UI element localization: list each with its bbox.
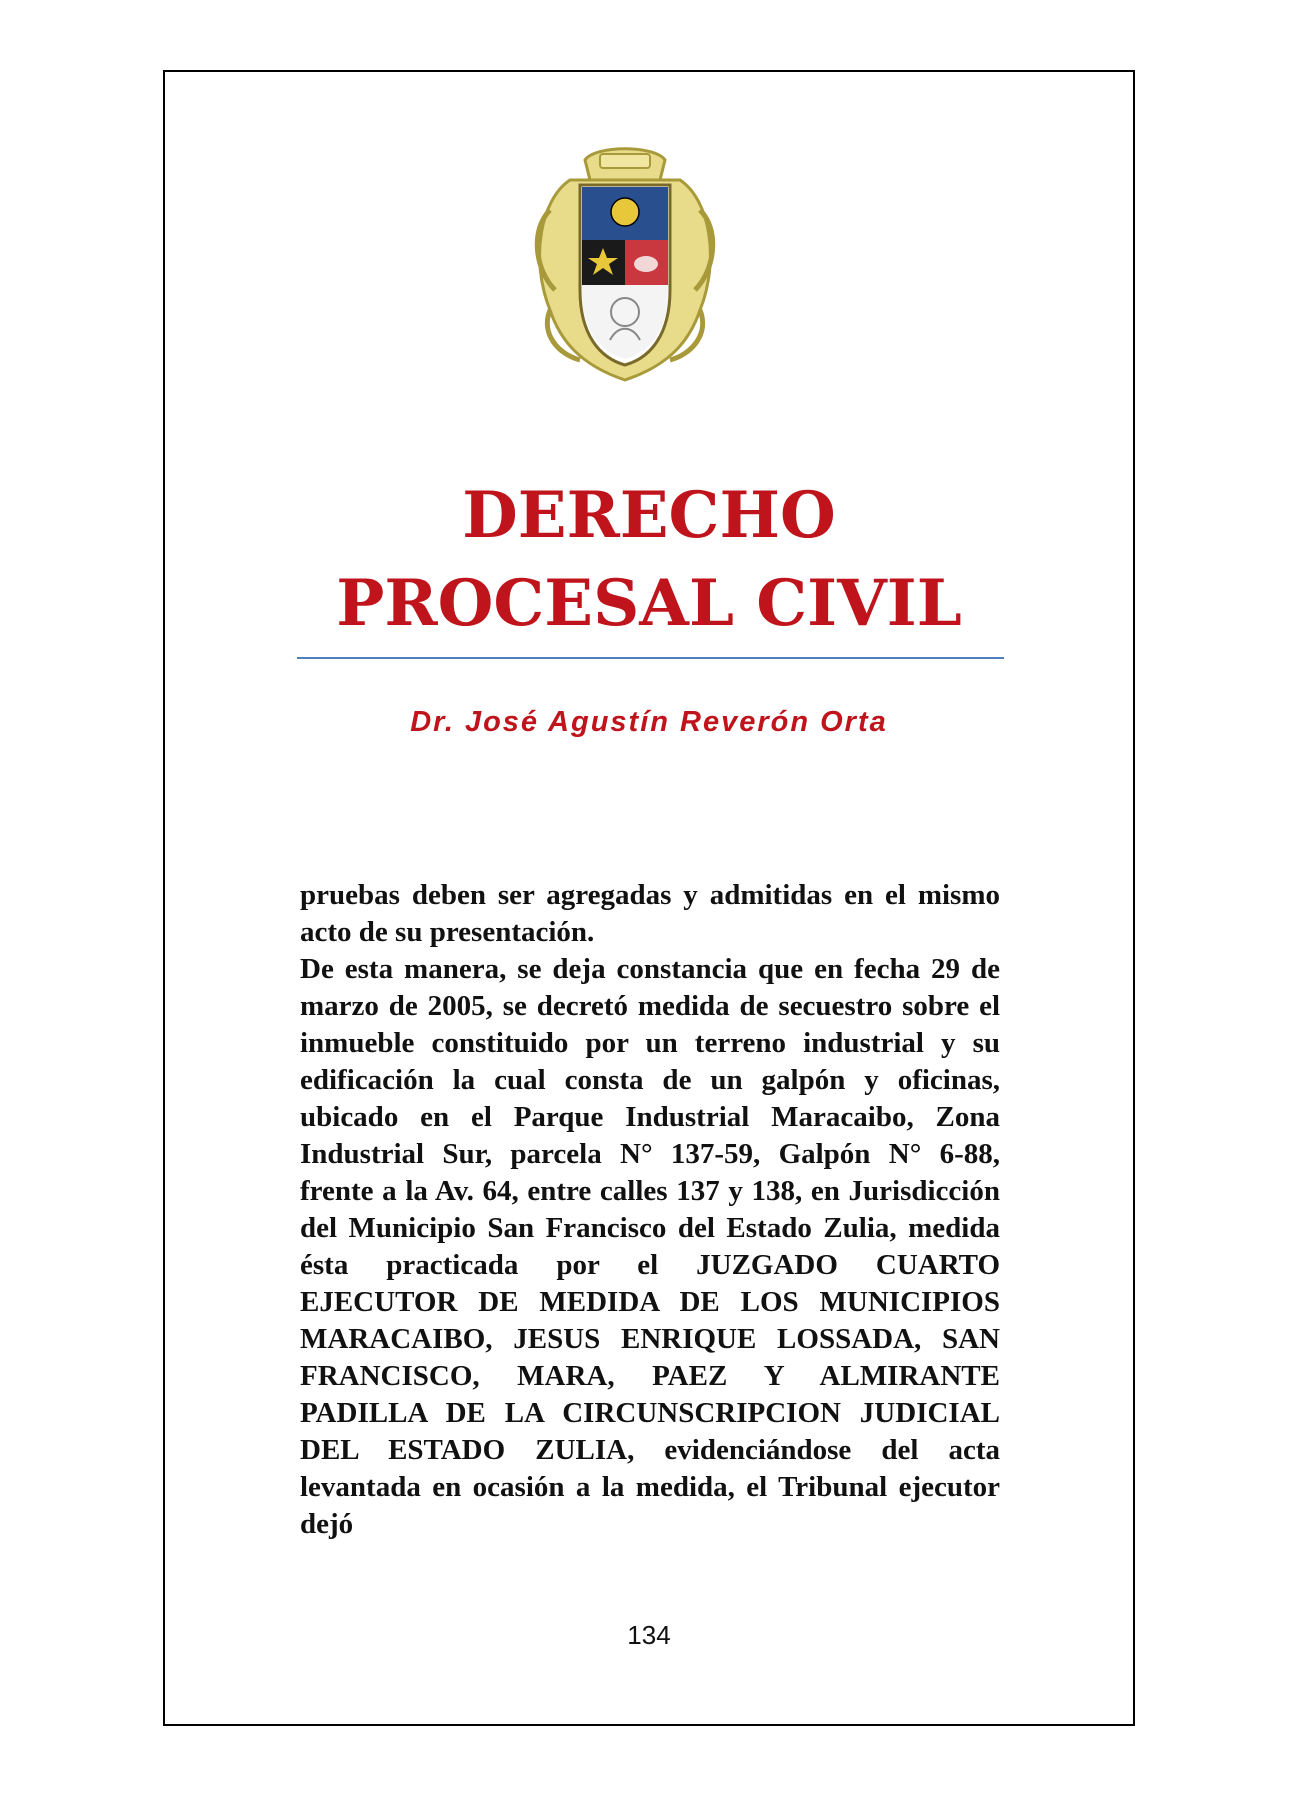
title-divider bbox=[297, 657, 1004, 659]
body-text bbox=[300, 877, 1000, 1543]
author-name: Dr. José Agustín Reverón Orta bbox=[410, 706, 888, 738]
coat-of-arms-icon bbox=[530, 140, 720, 390]
document-title-line1: DERECHO bbox=[462, 478, 836, 553]
paragraph: pruebas deben ser agregadas y admitidas en el mismo acto de su presentación. bbox=[300, 879, 1000, 948]
page-number: 134 bbox=[627, 1620, 671, 1650]
paragraph: De esta manera, se deja constancia que en fecha 29 de marzo de 2005, se decretó medida de secuestro sobre el inmueble constituido por un terreno industrial y su edificación la cual consta de un galpón y oficinas, ubicado en el Parque Industrial Maracaibo, Zona Industrial Sur, parcela N° 137-59, Galpón N° 6-88, frente a la Av. 64, entre calles 137 y 138, en Jurisdicción del Municipio San Francisco del Estado Zulia, medida ésta practicada por el JUZGADO CUARTO EJECUTOR DE MEDIDA DE LOS MUNICIPIOS MARACAIBO, JESUS ENRIQUE LOSSADA, SAN FRANCISCO, MARA, PAEZ Y ALMIRANTE PADILLA DE LA CIRCUNSCRIPCION JUDICIAL DEL ESTADO ZULIA, evidenciándose del acta levantada en ocasión a la medida, el Tribunal ejecutor dejó bbox=[300, 953, 1000, 1540]
document-title-line2: PROCESAL CIVIL bbox=[336, 566, 962, 641]
